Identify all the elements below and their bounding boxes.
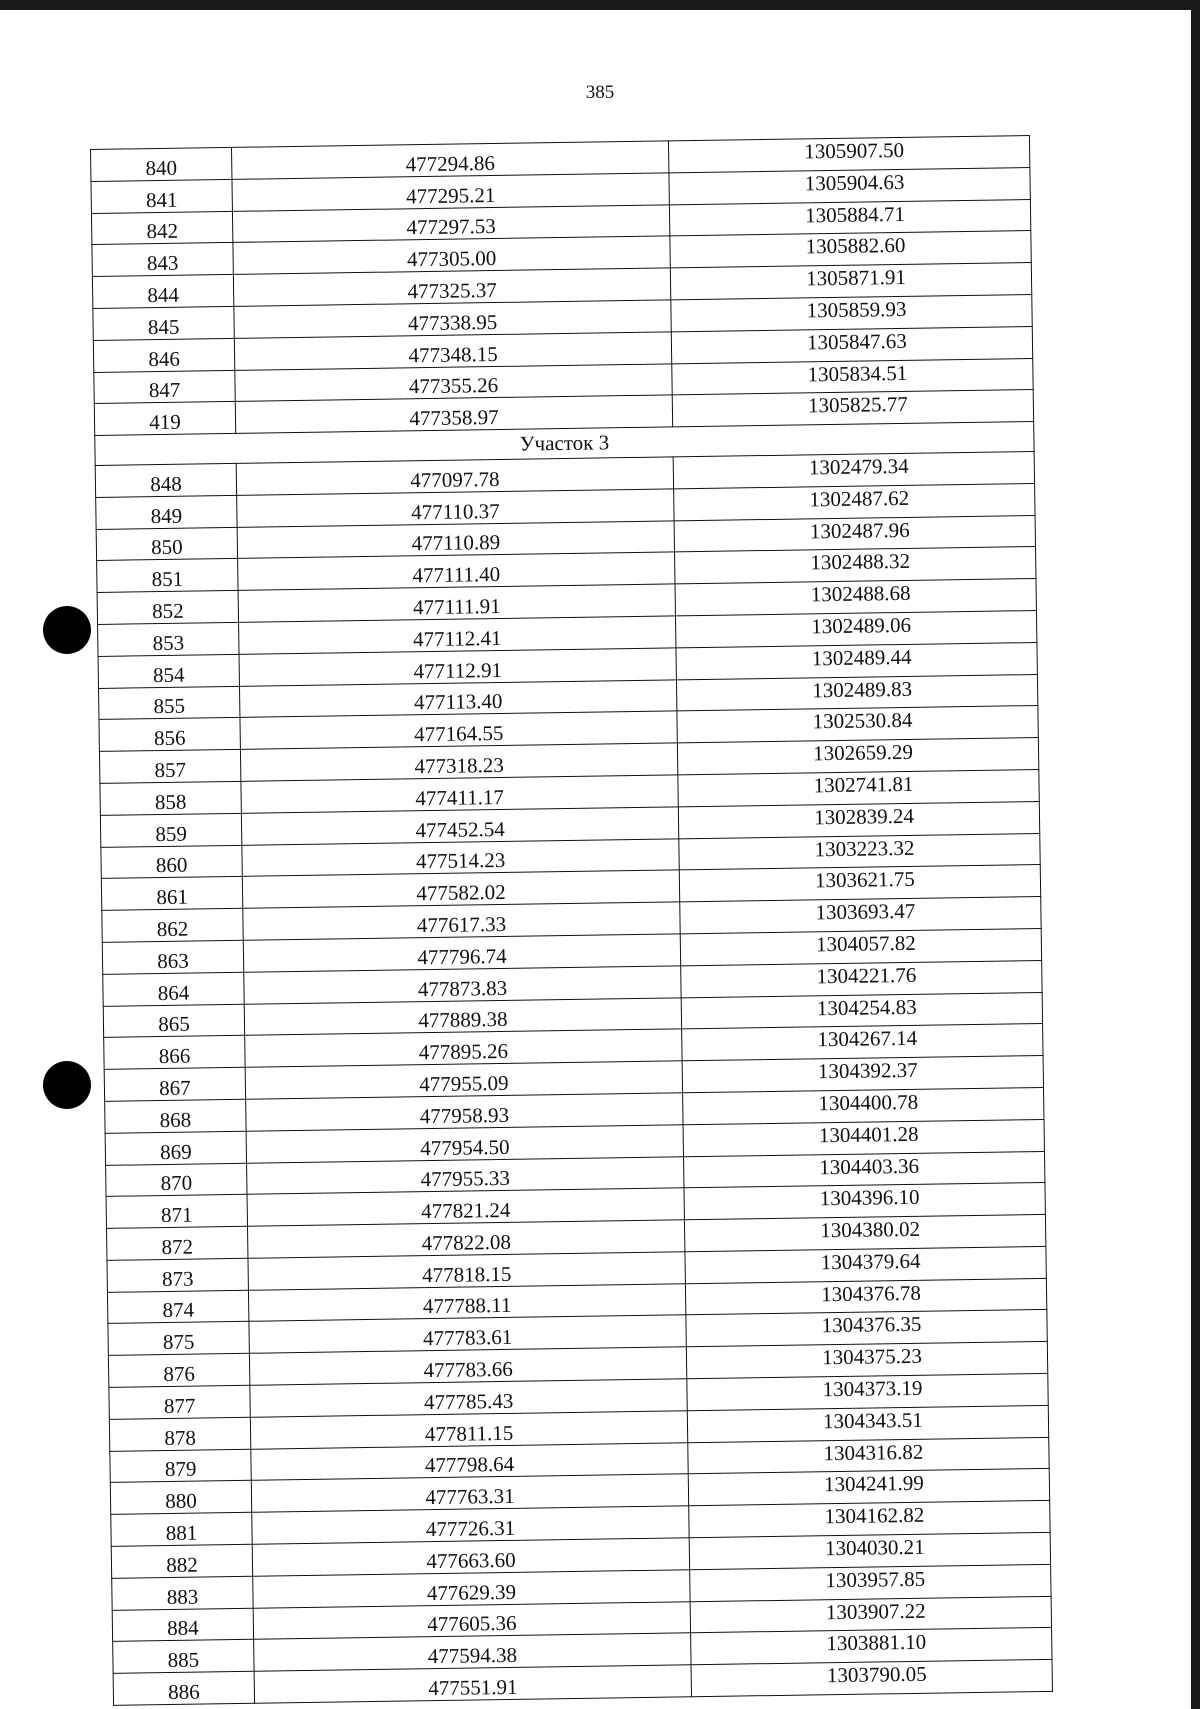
y-coordinate: 1304376.35 (686, 1310, 1047, 1347)
y-coordinate: 1302488.32 (675, 547, 1036, 584)
y-coordinate: 1303693.47 (680, 897, 1041, 934)
y-coordinate: 1303881.10 (691, 1628, 1052, 1665)
x-coordinate: 477958.93 (246, 1093, 683, 1131)
point-number: 844 (92, 275, 233, 309)
y-coordinate: 1304392.37 (682, 1056, 1043, 1093)
x-coordinate: 477411.17 (241, 775, 678, 813)
point-number: 855 (98, 686, 239, 720)
y-coordinate: 1304401.28 (683, 1119, 1044, 1156)
point-number: 871 (106, 1195, 247, 1229)
y-coordinate: 1302489.06 (675, 610, 1036, 647)
point-number: 874 (107, 1290, 248, 1324)
table-body-after-section (95, 451, 1052, 1705)
y-coordinate: 1304030.21 (689, 1532, 1050, 1569)
x-coordinate: 477112.41 (239, 616, 676, 654)
x-coordinate: 477110.89 (237, 520, 674, 558)
x-coordinate: 477663.60 (252, 1538, 689, 1576)
x-coordinate: 477514.23 (242, 838, 679, 876)
y-coordinate: 1304375.23 (686, 1342, 1047, 1379)
point-number: 849 (96, 495, 237, 529)
x-coordinate: 477955.09 (245, 1061, 682, 1099)
y-coordinate: 1304254.83 (681, 992, 1042, 1029)
y-coordinate: 1305884.71 (669, 199, 1030, 236)
point-number: 873 (107, 1258, 248, 1292)
point-number: 853 (98, 622, 239, 656)
x-coordinate: 477294.86 (231, 141, 668, 179)
y-coordinate: 1305907.50 (668, 136, 1029, 173)
point-number: 867 (104, 1067, 245, 1101)
x-coordinate: 477551.91 (254, 1665, 691, 1703)
y-coordinate: 1302488.68 (675, 579, 1036, 616)
y-coordinate: 1302530.84 (677, 706, 1038, 743)
point-number: 865 (103, 1004, 244, 1038)
point-number: 876 (108, 1354, 249, 1388)
punch-hole-bottom (43, 1061, 91, 1109)
x-coordinate: 477798.64 (251, 1442, 688, 1480)
page-number: 385 (585, 82, 615, 103)
point-number: 878 (109, 1417, 250, 1451)
y-coordinate: 1302489.83 (676, 674, 1037, 711)
y-coordinate: 1302489.44 (676, 642, 1037, 679)
x-coordinate: 477097.78 (236, 457, 673, 495)
x-coordinate: 477605.36 (253, 1601, 690, 1639)
point-number: 882 (111, 1544, 252, 1578)
y-coordinate: 1302487.96 (674, 515, 1035, 552)
y-coordinate: 1305847.63 (671, 326, 1032, 363)
y-coordinate: 1302741.81 (678, 769, 1039, 806)
point-number: 858 (100, 781, 241, 815)
y-coordinate: 1304396.10 (684, 1183, 1045, 1220)
y-coordinate: 1304400.78 (683, 1087, 1044, 1124)
x-coordinate: 477811.15 (250, 1411, 687, 1449)
x-coordinate: 477783.61 (249, 1315, 686, 1353)
y-coordinate: 1305871.91 (670, 263, 1031, 300)
point-number: 872 (107, 1226, 248, 1260)
point-number: 868 (105, 1099, 246, 1133)
scan-edge-top (0, 0, 1200, 10)
x-coordinate: 477895.26 (245, 1029, 682, 1067)
y-coordinate: 1304316.82 (688, 1437, 1049, 1474)
point-number: 879 (110, 1449, 251, 1483)
y-coordinate: 1304221.76 (681, 960, 1042, 997)
x-coordinate: 477821.24 (247, 1188, 684, 1226)
y-coordinate: 1302487.62 (674, 483, 1035, 520)
y-coordinate: 1304343.51 (687, 1405, 1048, 1442)
y-coordinate: 1304267.14 (682, 1024, 1043, 1061)
y-coordinate: 1303957.85 (690, 1564, 1051, 1601)
x-coordinate: 477113.40 (239, 679, 676, 717)
point-number: 854 (98, 654, 239, 688)
x-coordinate: 477355.26 (235, 363, 672, 401)
point-number: 847 (94, 370, 235, 404)
x-coordinate: 477617.33 (243, 902, 680, 940)
y-coordinate: 1303907.22 (690, 1596, 1051, 1633)
point-number: 861 (101, 877, 242, 911)
point-number: 850 (96, 527, 237, 561)
point-number: 848 (95, 463, 236, 497)
y-coordinate: 1304241.99 (688, 1469, 1049, 1506)
x-coordinate: 477873.83 (244, 966, 681, 1004)
x-coordinate: 477763.31 (251, 1474, 688, 1512)
x-coordinate: 477783.66 (249, 1347, 686, 1385)
x-coordinate: 477295.21 (232, 173, 669, 211)
point-number: 857 (99, 749, 240, 783)
x-coordinate: 477358.97 (235, 395, 672, 433)
x-coordinate: 477629.39 (253, 1570, 690, 1608)
point-number: 863 (102, 940, 243, 974)
x-coordinate: 477111.40 (238, 552, 675, 590)
point-number: 845 (93, 306, 234, 340)
y-coordinate: 1302839.24 (678, 801, 1039, 838)
point-number: 884 (112, 1608, 253, 1642)
y-coordinate: 1303223.32 (679, 833, 1040, 870)
point-number: 883 (112, 1576, 253, 1610)
point-number: 851 (97, 559, 238, 593)
point-number: 842 (91, 211, 232, 245)
x-coordinate: 477955.33 (247, 1156, 684, 1194)
section-title: Участок 3 (95, 422, 1034, 466)
punch-hole-top (43, 606, 91, 654)
y-coordinate: 1305882.60 (670, 231, 1031, 268)
x-coordinate: 477889.38 (244, 997, 681, 1035)
x-coordinate: 477348.15 (234, 332, 671, 370)
point-number: 881 (111, 1513, 252, 1547)
point-number: 859 (100, 813, 241, 847)
y-coordinate: 1304162.82 (689, 1501, 1050, 1538)
point-number: 852 (97, 591, 238, 625)
coordinates-table (90, 135, 1053, 1706)
point-number: 860 (101, 845, 242, 879)
point-number: 856 (99, 718, 240, 752)
point-number: 846 (93, 338, 234, 372)
y-coordinate: 1305825.77 (672, 390, 1033, 427)
y-coordinate: 1302479.34 (673, 451, 1034, 488)
x-coordinate: 477338.95 (234, 300, 671, 338)
point-number: 885 (113, 1640, 254, 1674)
point-number: 870 (106, 1163, 247, 1197)
x-coordinate: 477582.02 (242, 870, 679, 908)
point-number: 869 (105, 1131, 246, 1165)
coordinate-document (90, 135, 1053, 1706)
scan-edge-right (1191, 0, 1200, 1709)
x-coordinate: 477594.38 (254, 1633, 691, 1671)
x-coordinate: 477726.31 (252, 1506, 689, 1544)
y-coordinate: 1305904.63 (669, 167, 1030, 204)
x-coordinate: 477822.08 (247, 1220, 684, 1258)
y-coordinate: 1304379.64 (685, 1246, 1046, 1283)
point-number: 419 (94, 402, 235, 436)
point-number: 880 (110, 1481, 251, 1515)
y-coordinate: 1304376.78 (685, 1278, 1046, 1315)
x-coordinate: 477112.91 (239, 648, 676, 686)
x-coordinate: 477111.91 (238, 584, 675, 622)
point-number: 841 (91, 179, 232, 213)
x-coordinate: 477318.23 (240, 743, 677, 781)
y-coordinate: 1304403.36 (684, 1151, 1045, 1188)
y-coordinate: 1302659.29 (677, 738, 1038, 775)
x-coordinate: 477297.53 (232, 205, 669, 243)
y-coordinate: 1304380.02 (684, 1215, 1045, 1252)
point-number: 886 (113, 1671, 254, 1705)
x-coordinate: 477305.00 (233, 236, 670, 274)
x-coordinate: 477325.37 (233, 268, 670, 306)
point-number: 843 (92, 243, 233, 277)
y-coordinate: 1305834.51 (672, 358, 1033, 395)
x-coordinate: 477788.11 (248, 1283, 685, 1321)
point-number: 864 (103, 972, 244, 1006)
x-coordinate: 477164.55 (240, 711, 677, 749)
table-body-before-section (91, 136, 1034, 436)
point-number: 875 (108, 1322, 249, 1356)
y-coordinate: 1303621.75 (679, 865, 1040, 902)
x-coordinate: 477452.54 (241, 807, 678, 845)
point-number: 840 (91, 147, 232, 181)
y-coordinate: 1303790.05 (691, 1660, 1052, 1697)
x-coordinate: 477954.50 (246, 1125, 683, 1163)
x-coordinate: 477796.74 (243, 934, 680, 972)
x-coordinate: 477110.37 (237, 489, 674, 527)
y-coordinate: 1304373.19 (687, 1374, 1048, 1411)
point-number: 862 (102, 908, 243, 942)
point-number: 866 (104, 1036, 245, 1070)
y-coordinate: 1304057.82 (680, 928, 1041, 965)
x-coordinate: 477785.43 (250, 1379, 687, 1417)
y-coordinate: 1305859.93 (671, 295, 1032, 332)
point-number: 877 (109, 1385, 250, 1419)
x-coordinate: 477818.15 (248, 1252, 685, 1290)
